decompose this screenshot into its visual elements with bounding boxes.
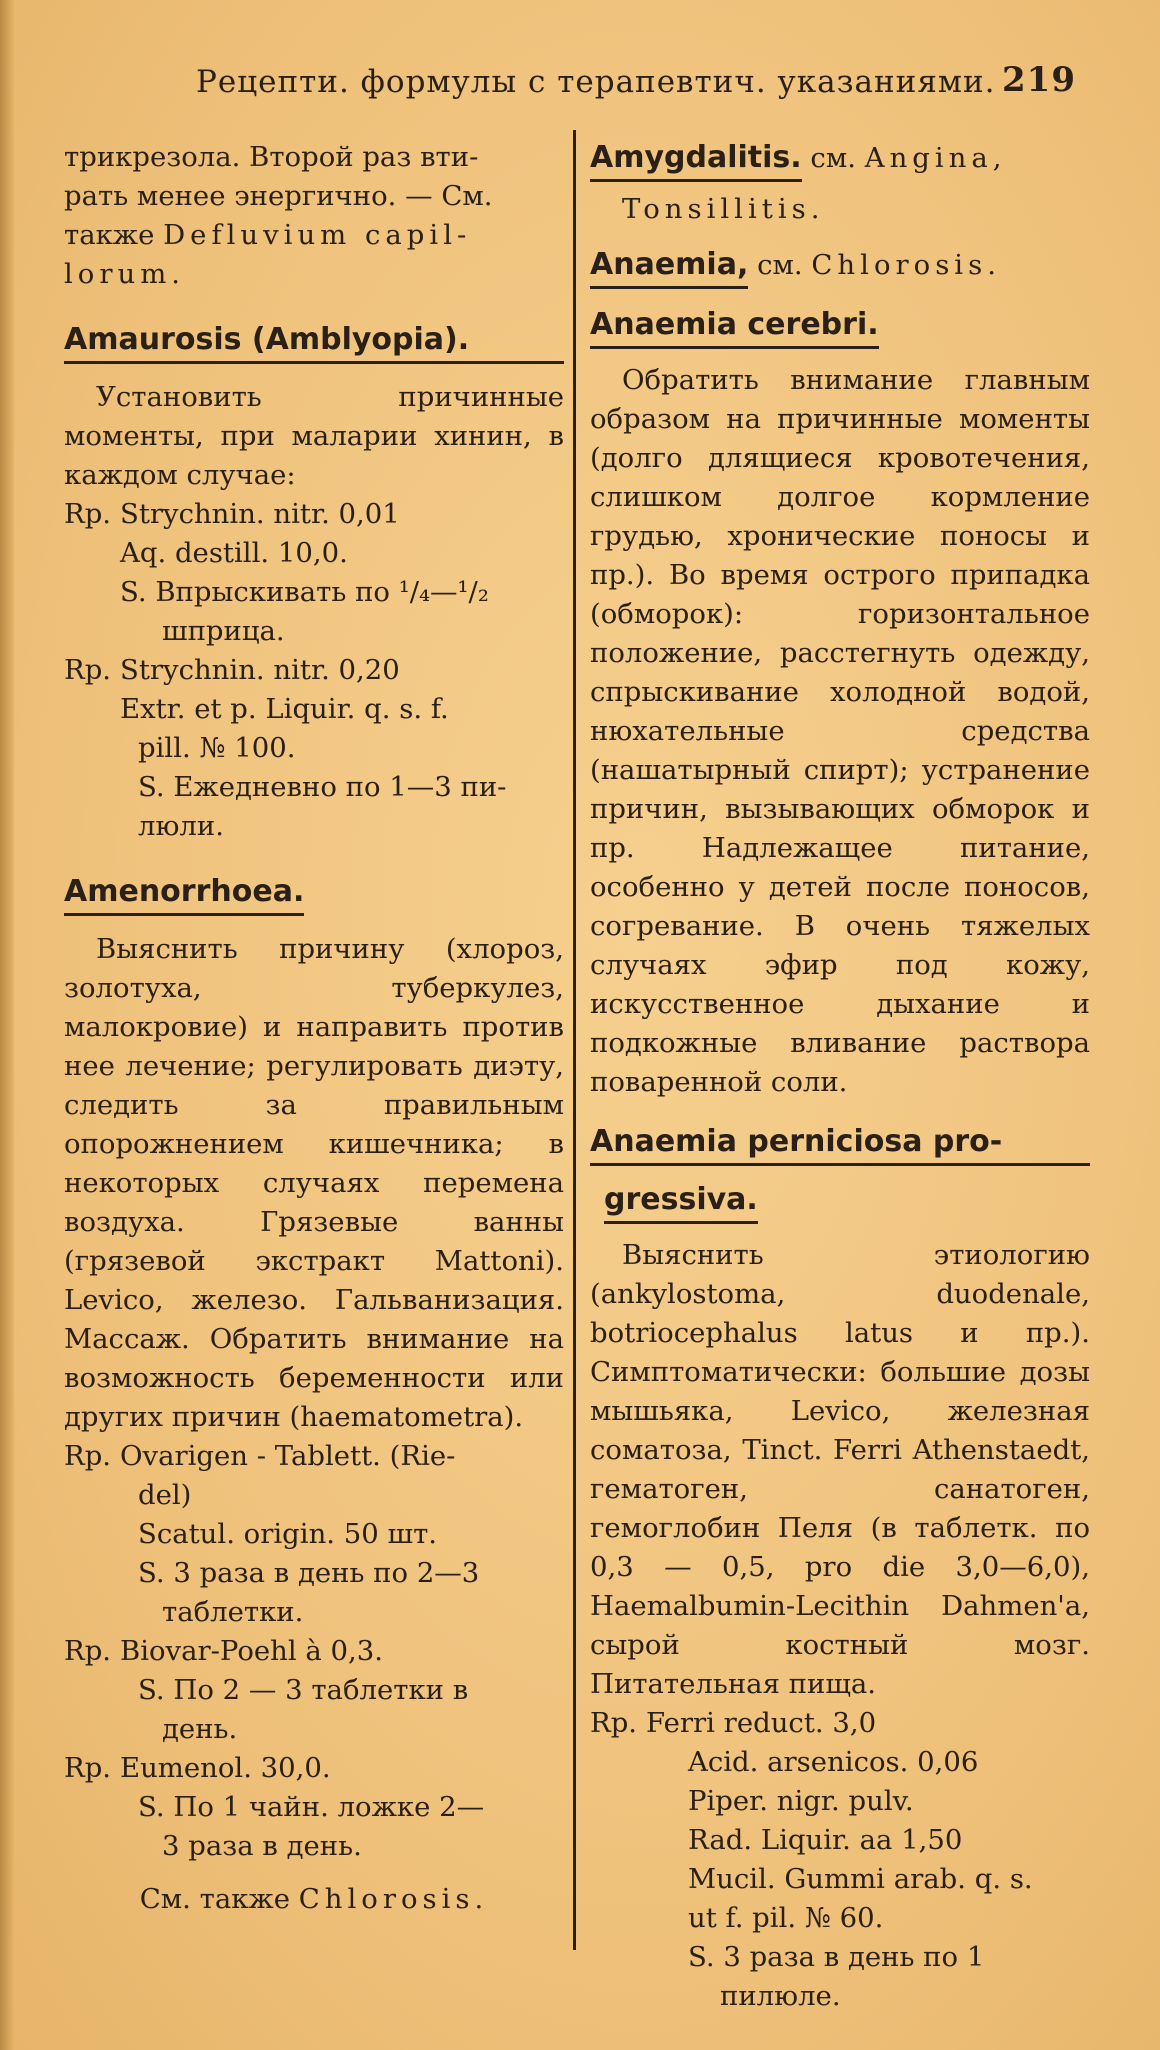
rx-line: Strychnin. nitr. 0,01 <box>120 498 400 530</box>
running-head <box>196 56 1076 106</box>
see-also-chlorosis <box>64 1880 564 1919</box>
rx-line: Eumenol. 30,0. <box>120 1752 331 1784</box>
section-text-anaemia-cerebri: Обратить внимание главным образом на причинные моменты (долго длящиеся кровотечения, слишком долгое кормление грудью, хронические поносы и пр.). Во время острого припадка (обморок): горизонтальное положение, расстегнуть одежду, спрыскивание холодной водой, нюхательные средства (нашатырный спирт); устранение причин, вызывающих обморок и пр. Надлежащее питание, особенно у детей после поносов, согревание. В очень тяжелых случаях эфир под кожу, искусственное дыхание и подкожные вливание раствора поваренной соли. <box>590 364 1090 1098</box>
rx-line: день. <box>162 1713 238 1745</box>
prescription <box>64 1749 564 1866</box>
section-heading-anaemia-perniciosa <box>590 1122 1090 1166</box>
rx-label: Rp. <box>64 1635 112 1667</box>
intro-paragraph <box>64 138 564 294</box>
heading-text: Anaemia cerebri. <box>590 305 879 349</box>
rx-line: S. 3 раза в день по 2—3 <box>138 1557 480 1589</box>
rx-line: Aq. destill. 10,0. <box>120 537 348 569</box>
heading-text: Amaurosis (Amblyopia). <box>64 322 470 357</box>
rx-line: Strychnin. nitr. 0,20 <box>120 654 400 686</box>
column-divider <box>573 130 576 1950</box>
cross-reference: lorum. <box>64 258 186 290</box>
section-text-amenorrhoea: Выяснить причину (хлороз, золотуха, туберкулез, малокровие) и направить против нее лечение; регулировать диэту, следить за правильным опорожнением кишечника; в некоторых случаях перемена воздуха. Грязевые ванны (грязевой экстракт Mattoni). Levico, железо. Гальванизация. Массаж. Обратить внимание на возможность беременности или других причин (haematometra). <box>64 933 564 1433</box>
rx-line: шприца. <box>162 615 285 647</box>
rx-line: Rad. Liquir. aa 1,50 <box>688 1824 963 1856</box>
rx-line: Acid. arsenicos. 0,06 <box>688 1746 979 1778</box>
rx-line: таблетки. <box>162 1596 304 1628</box>
prescription <box>64 651 564 846</box>
heading-text: Anaemia perniciosa pro- <box>590 1124 1003 1159</box>
intro-line <box>64 216 564 255</box>
rx-line: ut f. pil. № 60. <box>688 1902 884 1934</box>
rx-line: Piper. nigr. pulv. <box>688 1785 914 1817</box>
page-binding-edge <box>0 0 14 2050</box>
heading-text: Anaemia, <box>590 245 748 289</box>
see-also-prefix: См. также <box>139 1883 299 1915</box>
section-heading-anaemia-cerebri <box>590 305 1090 349</box>
intro-line: рать менее энергично. — См. <box>64 180 493 212</box>
see-also-prefix: также <box>64 219 164 251</box>
rx-line: S. 3 раза в день по 1 <box>688 1941 985 1973</box>
heading-text: Amenorrhoea. <box>64 872 304 916</box>
prescription <box>64 495 564 651</box>
section-heading-amenorrhoea <box>64 872 564 916</box>
rx-line: 3 раза в день. <box>162 1830 362 1862</box>
rx-line: S. Впрыскивать по ¹/₄—¹/₂ <box>120 576 489 608</box>
cross-reference: Tonsillitis. <box>622 193 825 225</box>
rx-line: pill. № 100. <box>138 732 296 764</box>
rx-line: S. По 2 — 3 таблетки в <box>138 1674 469 1706</box>
cross-reference: Chlorosis. <box>811 249 1001 281</box>
entry-anaemia <box>590 245 1090 289</box>
rx-line: люли. <box>138 810 224 842</box>
prescription <box>590 1704 1090 2016</box>
prescription <box>64 1437 564 1632</box>
see-prefix: см. <box>748 249 812 281</box>
section-text-anaemia-perniciosa: Выяснить этиологию (ankylostoma, duodenale, botriocephalus latus и пр.). Симптоматически: большие дозы мышьяка, Levico, железная соматоза, Tinct. Ferri Athenstaedt, гематоген, санатоген, гемоглобин Пеля (в таблетк. по 0,3 — 0,5, pro die 3,0—6,0), Haemalbumin-Lecithin Dahmen'a, сырой костный мозг. Питательная пища. <box>590 1239 1090 1700</box>
heading-continuation <box>590 1180 1090 1224</box>
rx-label: Rp. <box>64 654 112 686</box>
rx-line: Scatul. origin. 50 шт. <box>138 1518 438 1550</box>
cross-reference: Angina, <box>864 142 1007 174</box>
running-head-title: Рецепти. формулы с терапевтич. указаниями. <box>196 64 996 100</box>
right-column <box>590 138 1090 2016</box>
see-prefix: см. <box>801 142 865 174</box>
rx-line: Mucil. Gummi arab. q. s. <box>688 1863 1033 1895</box>
rx-line: S. По 1 чайн. ложке 2— <box>138 1791 485 1823</box>
rx-label: Rp. <box>590 1707 638 1739</box>
rx-label: Rp. <box>64 1440 112 1472</box>
left-column <box>64 138 564 1919</box>
page-number: 219 <box>1002 60 1076 100</box>
section-heading-amaurosis <box>64 320 564 364</box>
rx-line: S. Ежедневно по 1—3 пи- <box>138 771 507 803</box>
intro-line: трикрезола. Второй раз вти- <box>64 141 479 173</box>
rx-label: Rp. <box>64 1752 112 1784</box>
cross-reference: Defluvium capil- <box>163 219 472 251</box>
rx-line: Biovar-Poehl à 0,3. <box>120 1635 384 1667</box>
section-text-amaurosis: Установить причинные моменты, при маларии хинин, в каждом случае: <box>64 381 564 491</box>
rx-line: Ferri reduct. 3,0 <box>646 1707 877 1739</box>
rx-label: Rp. <box>64 498 112 530</box>
rx-line: del) <box>138 1479 192 1511</box>
prescription <box>64 1632 564 1749</box>
cross-reference: Chlorosis. <box>298 1883 489 1915</box>
heading-text: Amygdalitis. <box>590 138 802 182</box>
entry-amygdalitis <box>590 138 1090 182</box>
rx-line: Ovarigen - Tablett. (Rie- <box>120 1440 456 1472</box>
rx-line: Extr. et p. Liquir. q. s. f. <box>120 693 449 725</box>
rx-line: пилюле. <box>720 1980 841 2012</box>
heading-text: gressiva. <box>604 1180 758 1224</box>
